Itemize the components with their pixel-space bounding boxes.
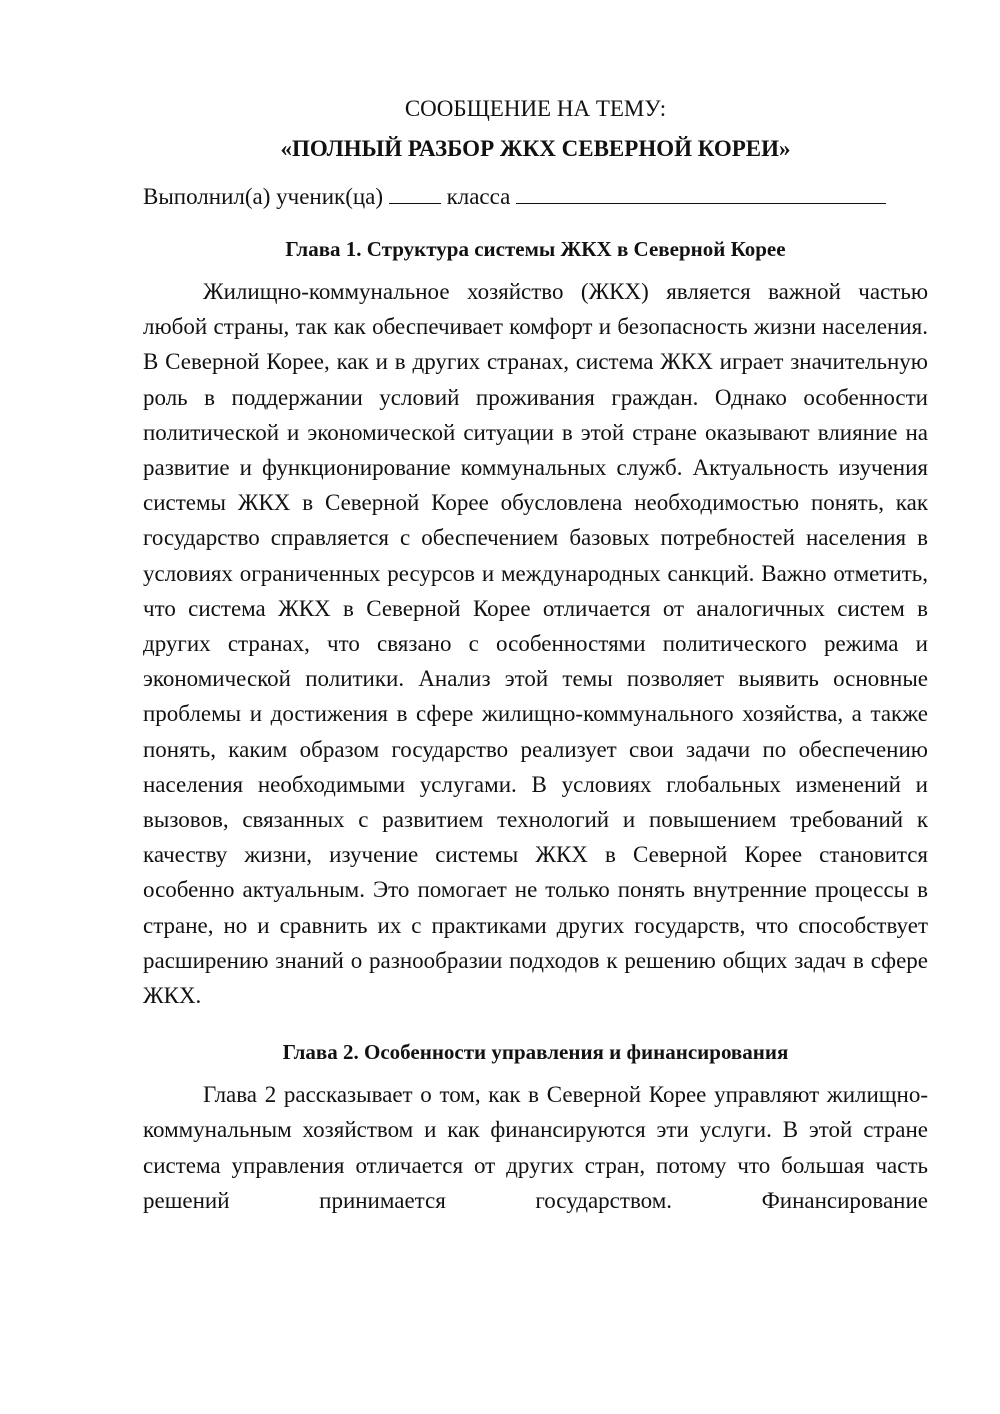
class-name-blank: [516, 181, 886, 204]
author-label: Выполнил(а) ученик(ца): [143, 184, 384, 209]
class-label: класса: [446, 184, 511, 209]
document-subtitle: «ПОЛНЫЙ РАЗБОР ЖКХ СЕВЕРНОЙ КОРЕИ»: [280, 136, 791, 161]
author-line: [143, 180, 928, 214]
document-page: [143, 92, 928, 1218]
chapter-1-paragraph: Жилищно-коммунальное хозяйство (ЖКХ) является важной частью любой страны, так как обеспечивает комфорт и безопасность жизни населения. В Северной Корее, как и в других странах, система ЖКХ играет значительную роль в поддержании условий проживания граждан. Однако особенности политической и экономической ситуации в этой стране оказывают влияние на развитие и функционирование коммунальных служб. Актуальность изучения системы ЖКХ в Северной Корее обусловлена необходимостью понять, как государство справляется с обеспечением базовых потребностей населения в условиях ограниченных ресурсов и международных санкций. Важно отметить, что система ЖКХ в Северной Корее отличается от аналогичных систем в других странах, что связано с особенностями политического режима и экономической политики. Анализ этой темы позволяет выявить основные проблемы и достижения в сфере жилищно-коммунального хозяйства, а также понять, каким образом государство реализует свои задачи по обеспечению населения необходимыми услугами. В условиях глобальных изменений и вызовов, связанных с развитием технологий и повышением требований к качеству жизни, изучение системы ЖКХ в Северной Корее становится особенно актуальным. Это помогает не только понять внутренние процессы в стране, но и сравнить их с практиками других государств, что способствует расширению знаний о разнообразии подходов к решению общих задач в сфере ЖКХ.: [143, 279, 928, 1009]
document-title: СООБЩЕНИЕ НА ТЕМУ:: [404, 96, 667, 121]
chapter-2-paragraph: Глава 2 рассказывает о том, как в Северной Корее управляют жилищно-коммунальным хозяйством и как финансируются эти услуги. В этой стране система управления отличается от других стран, потому что большая часть решений принимается государством. Финансирование: [143, 1082, 928, 1213]
chapter-1-title: Глава 1. Структура системы ЖКХ в Северной Корее: [285, 237, 786, 261]
chapter-2-title: Глава 2. Особенности управления и финансирования: [282, 1040, 789, 1065]
grade-blank: [389, 181, 441, 204]
